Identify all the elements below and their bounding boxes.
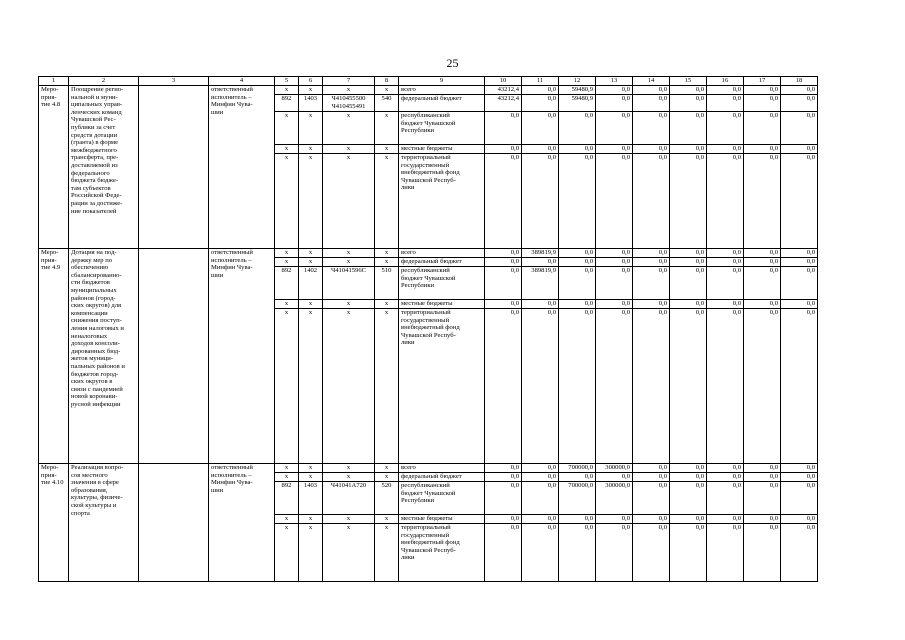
year-value-10: 0,0 xyxy=(485,267,522,300)
year-value-13: 0,0 xyxy=(596,112,633,145)
expense-type-code: x xyxy=(375,464,399,473)
expense-type-code: 520 xyxy=(375,482,399,515)
year-value-16: 0,0 xyxy=(707,86,744,95)
target-article-code: x xyxy=(323,112,375,145)
year-value-12: 0,0 xyxy=(559,309,596,464)
expense-type-code: x xyxy=(375,154,399,249)
year-value-17: 0,0 xyxy=(744,524,781,582)
section-code: x xyxy=(299,524,323,582)
measure-executor: ответственный исполнитель – Минфин Чува- шии xyxy=(209,249,275,464)
year-value-18: 0,0 xyxy=(781,473,818,482)
year-value-15: 0,0 xyxy=(670,300,707,309)
funding-source: территориальный государственный внебюджетный фонд Чувашской Респуб- лики xyxy=(399,309,485,464)
year-value-18: 0,0 xyxy=(781,300,818,309)
target-article-code: x xyxy=(323,515,375,524)
column-header-3: 3 xyxy=(139,77,209,86)
year-value-15: 0,0 xyxy=(670,464,707,473)
section-code: x xyxy=(299,473,323,482)
year-value-11: 0,0 xyxy=(522,95,559,112)
year-value-18: 0,0 xyxy=(781,524,818,582)
year-value-18: 0,0 xyxy=(781,154,818,249)
year-value-12: 0,0 xyxy=(559,473,596,482)
year-value-15: 0,0 xyxy=(670,95,707,112)
year-value-17: 0,0 xyxy=(744,515,781,524)
year-value-12: 700000,0 xyxy=(559,464,596,473)
funding-source: федеральный бюджет xyxy=(399,473,485,482)
year-value-14: 0,0 xyxy=(633,464,670,473)
year-value-14: 0,0 xyxy=(633,145,670,154)
budget-table xyxy=(38,76,818,582)
year-value-16: 0,0 xyxy=(707,524,744,582)
year-value-13: 0,0 xyxy=(596,300,633,309)
funding-source: местные бюджеты xyxy=(399,515,485,524)
year-value-14: 0,0 xyxy=(633,86,670,95)
year-value-16: 0,0 xyxy=(707,309,744,464)
table-header-row xyxy=(39,77,818,86)
column-header-12: 12 xyxy=(559,77,596,86)
year-value-17: 0,0 xyxy=(744,249,781,258)
year-value-10: 43212,4 xyxy=(485,86,522,95)
gr-code: x xyxy=(275,249,299,258)
year-value-11: 0,0 xyxy=(522,524,559,582)
column-header-15: 15 xyxy=(670,77,707,86)
expense-type-code: 510 xyxy=(375,267,399,300)
funding-source: республиканский бюджет Чувашской Республики xyxy=(399,482,485,515)
year-value-13: 0,0 xyxy=(596,258,633,267)
year-value-16: 0,0 xyxy=(707,515,744,524)
year-value-13: 0,0 xyxy=(596,95,633,112)
column-header-1: 1 xyxy=(39,77,69,86)
year-value-16: 0,0 xyxy=(707,258,744,267)
year-value-17: 0,0 xyxy=(744,267,781,300)
column-header-16: 16 xyxy=(707,77,744,86)
year-value-13: 0,0 xyxy=(596,524,633,582)
year-value-13: 0,0 xyxy=(596,145,633,154)
year-value-10: 0,0 xyxy=(485,112,522,145)
year-value-11: 0,0 xyxy=(522,482,559,515)
year-value-13: 0,0 xyxy=(596,309,633,464)
target-article-code: Ч41041А720 xyxy=(323,482,375,515)
year-value-10: 0,0 xyxy=(485,300,522,309)
year-value-16: 0,0 xyxy=(707,154,744,249)
target-article-code: Ч410455500 Ч410455491 xyxy=(323,95,375,112)
year-value-17: 0,0 xyxy=(744,86,781,95)
year-value-16: 0,0 xyxy=(707,112,744,145)
year-value-13: 0,0 xyxy=(596,249,633,258)
section-code: x xyxy=(299,154,323,249)
section-code: x xyxy=(299,258,323,267)
table-row xyxy=(39,86,818,95)
year-value-15: 0,0 xyxy=(670,482,707,515)
year-value-18: 0,0 xyxy=(781,258,818,267)
year-value-10: 43212,4 xyxy=(485,95,522,112)
column-header-9: 9 xyxy=(399,77,485,86)
year-value-14: 0,0 xyxy=(633,473,670,482)
year-value-17: 0,0 xyxy=(744,300,781,309)
funding-source: республиканский бюджет Чувашской Республики xyxy=(399,267,485,300)
year-value-10: 0,0 xyxy=(485,473,522,482)
year-value-13: 300000,0 xyxy=(596,482,633,515)
year-value-18: 0,0 xyxy=(781,267,818,300)
section-code: 1403 xyxy=(299,482,323,515)
gr-code: x xyxy=(275,515,299,524)
column-header-13: 13 xyxy=(596,77,633,86)
measure-col-3 xyxy=(139,464,209,582)
gr-code: x xyxy=(275,309,299,464)
year-value-11: 389819,9 xyxy=(522,249,559,258)
table-body xyxy=(39,86,818,582)
table-row xyxy=(39,464,818,473)
year-value-12: 0,0 xyxy=(559,249,596,258)
funding-source: всего xyxy=(399,464,485,473)
expense-type-code: x xyxy=(375,258,399,267)
year-value-11: 0,0 xyxy=(522,515,559,524)
section-code: x xyxy=(299,515,323,524)
page-number: 25 xyxy=(446,56,459,70)
year-value-12: 700000,0 xyxy=(559,482,596,515)
year-value-16: 0,0 xyxy=(707,482,744,515)
year-value-12: 59480,9 xyxy=(559,86,596,95)
gr-code: x xyxy=(275,300,299,309)
funding-source: республиканский бюджет Чувашской Республики xyxy=(399,112,485,145)
target-article-code: x xyxy=(323,86,375,95)
year-value-10: 0,0 xyxy=(485,515,522,524)
target-article-code: x xyxy=(323,464,375,473)
expense-type-code: x xyxy=(375,300,399,309)
funding-source: всего xyxy=(399,249,485,258)
year-value-17: 0,0 xyxy=(744,258,781,267)
measure-id: Меро- прия- тие 4.10 xyxy=(39,464,69,582)
target-article-code: x xyxy=(323,249,375,258)
year-value-14: 0,0 xyxy=(633,524,670,582)
section-code: 1402 xyxy=(299,267,323,300)
measure-name: Дотация на под- держку мер по обеспечению сбалансированно- сти бюджетов муниципальных районов (город- ских округов) для компенсации снижения поступ- ления налоговых и неналоговых доходов консоли- дированных бюд- жетов муници- пальных районов и бюджетов город- ских округов в связи с пандемией новой коронави- русной инфекции xyxy=(69,249,139,464)
column-header-18: 18 xyxy=(781,77,818,86)
funding-source: федеральный бюджет xyxy=(399,258,485,267)
year-value-17: 0,0 xyxy=(744,309,781,464)
year-value-12: 59480,9 xyxy=(559,95,596,112)
year-value-18: 0,0 xyxy=(781,482,818,515)
funding-source: территориальный государственный внебюджетный фонд Чувашской Респуб- лики xyxy=(399,154,485,249)
year-value-17: 0,0 xyxy=(744,482,781,515)
year-value-16: 0,0 xyxy=(707,473,744,482)
target-article-code: x xyxy=(323,154,375,249)
year-value-15: 0,0 xyxy=(670,309,707,464)
year-value-18: 0,0 xyxy=(781,86,818,95)
expense-type-code: x xyxy=(375,309,399,464)
year-value-12: 0,0 xyxy=(559,154,596,249)
measure-id: Меро- прия- тие 4.8 xyxy=(39,86,69,249)
column-header-7: 7 xyxy=(323,77,375,86)
column-header-6: 6 xyxy=(299,77,323,86)
target-article-code: x xyxy=(323,300,375,309)
year-value-14: 0,0 xyxy=(633,249,670,258)
year-value-15: 0,0 xyxy=(670,112,707,145)
gr-code: x xyxy=(275,464,299,473)
funding-source: местные бюджеты xyxy=(399,300,485,309)
year-value-15: 0,0 xyxy=(670,258,707,267)
expense-type-code: x xyxy=(375,86,399,95)
funding-source: территориальный государственный внебюджетный фонд Чувашской Респуб- лики xyxy=(399,524,485,582)
measure-name: Поощрение регио- нальной и муни- ципальных управ- ленческих команд Чувашской Рес- публики за счет средств дотации (гранта) в форме межбюджетного трансферта, пре- доставляемой из федерального бюджета бюдже- там субъектов Российской Феде- рации за достиже- ние показателей xyxy=(69,86,139,249)
year-value-14: 0,0 xyxy=(633,482,670,515)
year-value-14: 0,0 xyxy=(633,95,670,112)
target-article-code: x xyxy=(323,309,375,464)
year-value-17: 0,0 xyxy=(744,95,781,112)
target-article-code: x xyxy=(323,524,375,582)
expense-type-code: x xyxy=(375,473,399,482)
year-value-15: 0,0 xyxy=(670,249,707,258)
year-value-13: 0,0 xyxy=(596,86,633,95)
year-value-13: 0,0 xyxy=(596,473,633,482)
year-value-11: 0,0 xyxy=(522,154,559,249)
year-value-17: 0,0 xyxy=(744,464,781,473)
expense-type-code: x xyxy=(375,249,399,258)
year-value-17: 0,0 xyxy=(744,473,781,482)
section-code: x xyxy=(299,249,323,258)
year-value-16: 0,0 xyxy=(707,145,744,154)
year-value-14: 0,0 xyxy=(633,515,670,524)
gr-code: x xyxy=(275,524,299,582)
year-value-12: 0,0 xyxy=(559,300,596,309)
section-code: x xyxy=(299,300,323,309)
column-header-11: 11 xyxy=(522,77,559,86)
year-value-12: 0,0 xyxy=(559,112,596,145)
year-value-17: 0,0 xyxy=(744,145,781,154)
expense-type-code: 540 xyxy=(375,95,399,112)
measure-executor: ответственный исполнитель – Минфин Чува- шии xyxy=(209,464,275,582)
measure-col-3 xyxy=(139,86,209,249)
section-code: 1403 xyxy=(299,95,323,112)
year-value-15: 0,0 xyxy=(670,145,707,154)
year-value-11: 0,0 xyxy=(522,309,559,464)
year-value-14: 0,0 xyxy=(633,267,670,300)
measure-executor: ответственный исполнитель – Минфин Чува- шии xyxy=(209,86,275,249)
year-value-13: 300000,0 xyxy=(596,464,633,473)
funding-source: местные бюджеты xyxy=(399,145,485,154)
gr-code: x xyxy=(275,112,299,145)
expense-type-code: x xyxy=(375,112,399,145)
gr-code: x xyxy=(275,258,299,267)
year-value-14: 0,0 xyxy=(633,112,670,145)
section-code: x xyxy=(299,86,323,95)
year-value-14: 0,0 xyxy=(633,309,670,464)
year-value-10: 0,0 xyxy=(485,154,522,249)
year-value-11: 0,0 xyxy=(522,300,559,309)
column-header-8: 8 xyxy=(375,77,399,86)
section-code: x xyxy=(299,145,323,154)
year-value-18: 0,0 xyxy=(781,464,818,473)
target-article-code: x xyxy=(323,258,375,267)
year-value-10: 0,0 xyxy=(485,309,522,464)
year-value-17: 0,0 xyxy=(744,154,781,249)
year-value-16: 0,0 xyxy=(707,464,744,473)
expense-type-code: x xyxy=(375,145,399,154)
column-header-17: 17 xyxy=(744,77,781,86)
gr-code: x xyxy=(275,86,299,95)
measure-id: Меро- прия- тие 4.9 xyxy=(39,249,69,464)
year-value-18: 0,0 xyxy=(781,112,818,145)
gr-code: x xyxy=(275,145,299,154)
year-value-12: 0,0 xyxy=(559,267,596,300)
year-value-13: 0,0 xyxy=(596,267,633,300)
year-value-18: 0,0 xyxy=(781,309,818,464)
year-value-11: 0,0 xyxy=(522,86,559,95)
section-code: x xyxy=(299,112,323,145)
gr-code: 892 xyxy=(275,95,299,112)
funding-source: федеральный бюджет xyxy=(399,95,485,112)
expense-type-code: x xyxy=(375,515,399,524)
year-value-13: 0,0 xyxy=(596,515,633,524)
year-value-18: 0,0 xyxy=(781,145,818,154)
column-header-10: 10 xyxy=(485,77,522,86)
gr-code: 892 xyxy=(275,267,299,300)
year-value-10: 0,0 xyxy=(485,524,522,582)
year-value-10: 0,0 xyxy=(485,249,522,258)
gr-code: 892 xyxy=(275,482,299,515)
year-value-13: 0,0 xyxy=(596,154,633,249)
year-value-15: 0,0 xyxy=(670,515,707,524)
year-value-10: 0,0 xyxy=(485,258,522,267)
column-header-14: 14 xyxy=(633,77,670,86)
section-code: x xyxy=(299,309,323,464)
year-value-14: 0,0 xyxy=(633,154,670,249)
expense-type-code: x xyxy=(375,524,399,582)
year-value-16: 0,0 xyxy=(707,249,744,258)
year-value-12: 0,0 xyxy=(559,145,596,154)
measure-name: Реализация вопро- сов местного значения в сфере образования, культуры, физиче- ской культуры и спорта xyxy=(69,464,139,582)
year-value-17: 0,0 xyxy=(744,112,781,145)
year-value-16: 0,0 xyxy=(707,300,744,309)
table-row xyxy=(39,249,818,258)
year-value-10: 0,0 xyxy=(485,464,522,473)
section-code: x xyxy=(299,464,323,473)
gr-code: x xyxy=(275,154,299,249)
year-value-10: 0,0 xyxy=(485,482,522,515)
year-value-15: 0,0 xyxy=(670,154,707,249)
year-value-11: 389819,9 xyxy=(522,267,559,300)
column-header-4: 4 xyxy=(209,77,275,86)
target-article-code: x xyxy=(323,145,375,154)
year-value-16: 0,0 xyxy=(707,267,744,300)
year-value-12: 0,0 xyxy=(559,258,596,267)
year-value-11: 0,0 xyxy=(522,258,559,267)
year-value-10: 0,0 xyxy=(485,145,522,154)
year-value-11: 0,0 xyxy=(522,473,559,482)
gr-code: x xyxy=(275,473,299,482)
year-value-15: 0,0 xyxy=(670,524,707,582)
measure-col-3 xyxy=(139,249,209,464)
funding-source: всего xyxy=(399,86,485,95)
year-value-14: 0,0 xyxy=(633,258,670,267)
year-value-11: 0,0 xyxy=(522,112,559,145)
year-value-14: 0,0 xyxy=(633,300,670,309)
year-value-18: 0,0 xyxy=(781,515,818,524)
year-value-11: 0,0 xyxy=(522,464,559,473)
year-value-15: 0,0 xyxy=(670,267,707,300)
year-value-11: 0,0 xyxy=(522,145,559,154)
target-article-code: Ч41041596С xyxy=(323,267,375,300)
year-value-12: 0,0 xyxy=(559,515,596,524)
target-article-code: x xyxy=(323,473,375,482)
column-header-5: 5 xyxy=(275,77,299,86)
year-value-15: 0,0 xyxy=(670,473,707,482)
year-value-12: 0,0 xyxy=(559,524,596,582)
year-value-15: 0,0 xyxy=(670,86,707,95)
year-value-16: 0,0 xyxy=(707,95,744,112)
column-header-2: 2 xyxy=(69,77,139,86)
year-value-18: 0,0 xyxy=(781,249,818,258)
year-value-18: 0,0 xyxy=(781,95,818,112)
